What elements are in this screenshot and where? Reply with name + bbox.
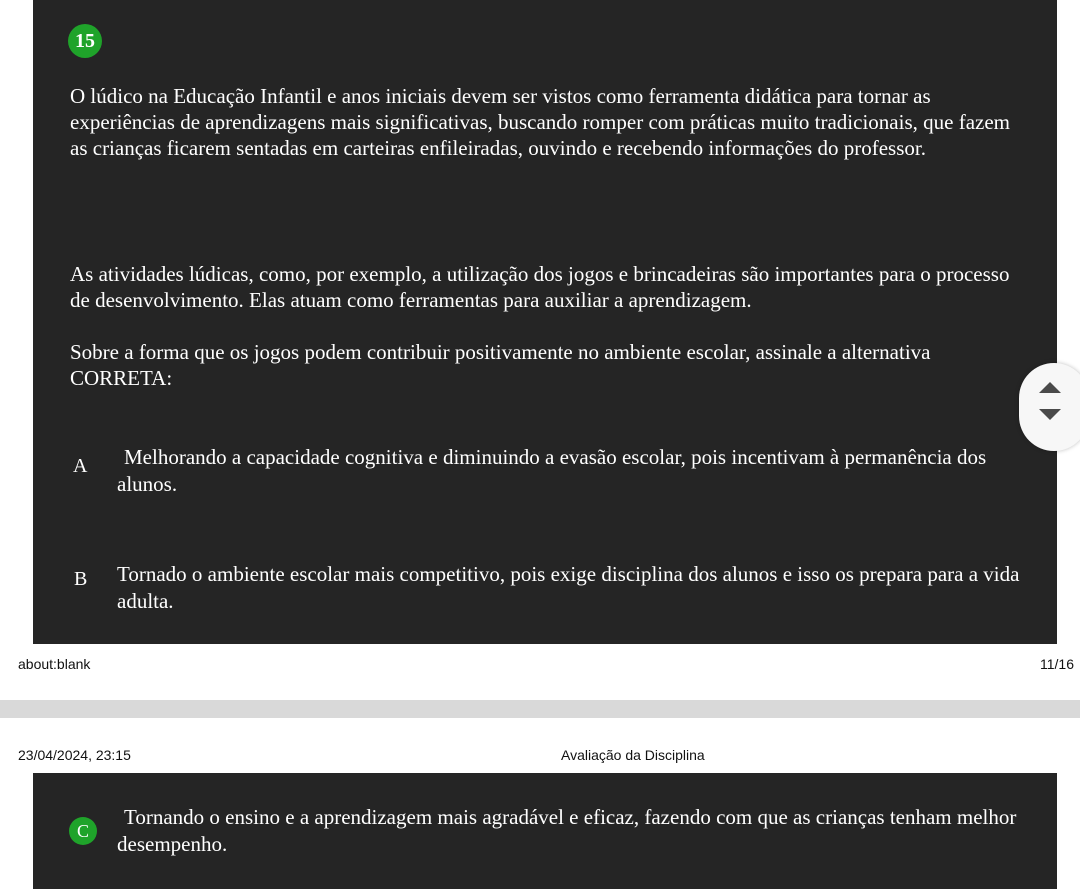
page-scroll-control bbox=[1019, 363, 1080, 451]
question-number-badge: 15 bbox=[68, 24, 102, 58]
print-footer-page-number: 11/16 bbox=[1040, 656, 1074, 672]
print-header-title: Avaliação da Disciplina bbox=[561, 747, 705, 763]
question-paragraph-2: As atividades lúdicas, como, por exemplo, a utilização dos jogos e brincadeiras são importantes para o processo de desenvolvimento. Elas atuam como ferramentas para auxiliar a aprendizagem. bbox=[70, 262, 1010, 312]
question-card-continued bbox=[33, 773, 1057, 889]
chevron-down-icon[interactable] bbox=[1039, 409, 1061, 420]
option-a-letter[interactable]: A bbox=[73, 455, 88, 477]
print-footer-url: about:blank bbox=[18, 656, 91, 672]
question-card bbox=[33, 0, 1057, 644]
chevron-up-icon[interactable] bbox=[1039, 382, 1061, 393]
question-prompt: Sobre a forma que os jogos podem contribuir positivamente no ambiente escolar, assinale a alternativa CORRETA: bbox=[70, 340, 931, 390]
question-paragraph-1: O lúdico na Educação Infantil e anos iniciais devem ser vistos como ferramenta didática para tornar as experiências de aprendizagens mais significativas, buscando romper com práticas muito tradicionais, que fazem as crianças ficarem sentadas em carteiras enfileiradas, ouvindo e recebendo informações do professor. bbox=[70, 84, 1010, 160]
print-header-datetime: 23/04/2024, 23:15 bbox=[18, 747, 131, 763]
option-b-text[interactable]: Tornado o ambiente escolar mais competitivo, pois exige disciplina dos alunos e isso os prepara para a vida adulta. bbox=[117, 562, 1020, 613]
option-a-text[interactable]: Melhorando a capacidade cognitiva e diminuindo a evasão escolar, pois incentivam à permanência dos alunos. bbox=[117, 445, 987, 496]
option-b-letter[interactable]: B bbox=[74, 568, 88, 590]
option-c-text[interactable]: Tornando o ensino e a aprendizagem mais agradável e eficaz, fazendo com que as crianças tenham melhor desempenho. bbox=[117, 805, 1017, 856]
page-break-divider bbox=[0, 700, 1080, 718]
option-c-selected-badge[interactable]: C bbox=[69, 817, 97, 845]
